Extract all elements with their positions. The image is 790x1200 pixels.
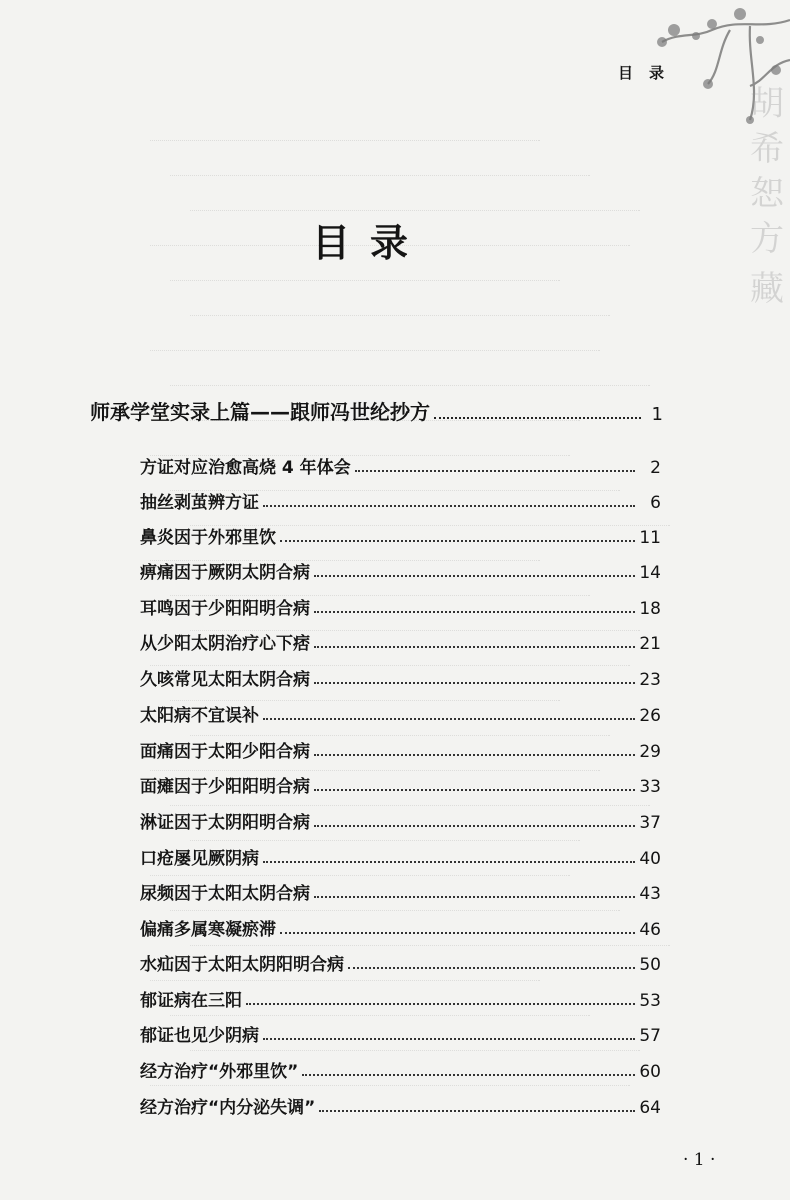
dot-leader bbox=[355, 470, 635, 472]
toc-entry[interactable] bbox=[140, 772, 661, 797]
dot-leader bbox=[280, 540, 635, 542]
toc-entry[interactable] bbox=[140, 629, 661, 654]
toc-entry[interactable] bbox=[140, 453, 661, 478]
ghost-line bbox=[150, 330, 600, 351]
dot-leader bbox=[314, 825, 635, 827]
toc-entry[interactable] bbox=[140, 1021, 661, 1046]
entry-label: 水疝因于太阳太阴阳明合病 bbox=[140, 955, 344, 975]
dot-leader bbox=[314, 682, 635, 684]
page-number: 57 bbox=[639, 1026, 661, 1046]
dot-leader bbox=[314, 789, 635, 791]
page-title: 目录 bbox=[311, 221, 428, 265]
ghost-line bbox=[190, 295, 610, 316]
ghost-line bbox=[190, 190, 640, 211]
svg-text:胡: 胡 bbox=[750, 84, 784, 124]
entry-label: 经方治疗“外邪里饮” bbox=[140, 1062, 299, 1082]
page-number: 6 bbox=[650, 493, 661, 513]
dot-leader bbox=[246, 1003, 635, 1005]
toc-entry[interactable] bbox=[140, 915, 661, 940]
toc-entry[interactable] bbox=[140, 558, 661, 583]
dot-leader bbox=[348, 967, 635, 969]
entry-label: 郁证病在三阳 bbox=[140, 991, 242, 1011]
entry-label: 面瘫因于少阳阳明合病 bbox=[140, 777, 310, 797]
entry-label: 郁证也见少阴病 bbox=[140, 1026, 259, 1046]
page-number: 60 bbox=[639, 1062, 661, 1082]
page-number: 23 bbox=[639, 670, 661, 690]
entry-label: 太阳病不宜误补 bbox=[140, 706, 259, 726]
ghost-line bbox=[150, 120, 540, 141]
toc-entry[interactable] bbox=[140, 594, 661, 619]
toc-entry[interactable] bbox=[140, 1057, 661, 1082]
dot-leader bbox=[319, 1110, 635, 1112]
entry-label: 面痛因于太阳少阳合病 bbox=[140, 742, 310, 762]
svg-text:恕: 恕 bbox=[750, 174, 784, 214]
toc-entry[interactable] bbox=[140, 701, 661, 726]
toc-entry[interactable] bbox=[140, 844, 661, 869]
dot-leader bbox=[263, 861, 635, 863]
entry-label: 经方治疗“内分泌失调” bbox=[140, 1098, 316, 1118]
toc-entry[interactable] bbox=[140, 986, 661, 1011]
page-number: 40 bbox=[639, 849, 661, 869]
page-number: 43 bbox=[639, 884, 661, 904]
page-number: 21 bbox=[639, 634, 661, 654]
dot-leader bbox=[314, 575, 635, 577]
svg-text:希: 希 bbox=[750, 129, 784, 169]
toc-entry[interactable] bbox=[140, 879, 661, 904]
dot-leader bbox=[434, 417, 641, 419]
dot-leader bbox=[263, 718, 635, 720]
dot-leader bbox=[302, 1074, 635, 1076]
page-number: 14 bbox=[639, 563, 661, 583]
toc-entry[interactable] bbox=[140, 950, 661, 975]
svg-text:藏: 藏 bbox=[750, 269, 784, 309]
page-number: 37 bbox=[639, 813, 661, 833]
page-number: 18 bbox=[639, 599, 661, 619]
entry-label: 从少阳太阴治疗心下痞 bbox=[140, 634, 310, 654]
toc-entry[interactable] bbox=[140, 488, 661, 513]
page-folio: · 1 · bbox=[683, 1150, 716, 1170]
page-number: 50 bbox=[639, 955, 661, 975]
dot-leader bbox=[280, 932, 635, 934]
page-number: 11 bbox=[639, 528, 661, 548]
page-number: 46 bbox=[639, 920, 661, 940]
dot-leader bbox=[314, 611, 635, 613]
dot-leader bbox=[314, 896, 635, 898]
page-number: 1 bbox=[651, 404, 663, 425]
ghost-line bbox=[170, 365, 650, 386]
dot-leader bbox=[314, 646, 635, 648]
entry-label: 耳鸣因于少阳阳明合病 bbox=[140, 599, 310, 619]
page-number: 26 bbox=[639, 706, 661, 726]
ghost-line bbox=[170, 155, 590, 176]
dot-leader bbox=[314, 754, 635, 756]
dot-leader bbox=[263, 1038, 635, 1040]
part-label: 师承学堂实录上篇——跟师冯世纶抄方 bbox=[90, 400, 430, 424]
toc-part-heading[interactable] bbox=[90, 396, 663, 425]
entry-label: 久咳常见太阳太阴合病 bbox=[140, 670, 310, 690]
page-number: 64 bbox=[639, 1098, 661, 1118]
entry-label: 抽丝剥茧辨方证 bbox=[140, 493, 259, 513]
entry-label: 鼻炎因于外邪里饮 bbox=[140, 528, 276, 548]
page-number: 33 bbox=[639, 777, 661, 797]
entry-label: 淋证因于太阴阳明合病 bbox=[140, 813, 310, 833]
toc-entry[interactable] bbox=[140, 1093, 661, 1118]
toc-entry[interactable] bbox=[140, 665, 661, 690]
page-number: 2 bbox=[650, 458, 661, 478]
entry-label: 痹痛因于厥阴太阴合病 bbox=[140, 563, 310, 583]
plum-blossom-decoration bbox=[600, 0, 790, 340]
entry-label: 方证对应治愈高烧 4 年体会 bbox=[140, 458, 351, 478]
running-head: 目录 bbox=[618, 64, 681, 82]
entry-label: 偏痛多属寒凝瘀滞 bbox=[140, 920, 276, 940]
toc-entry[interactable] bbox=[140, 737, 661, 762]
toc-entry[interactable] bbox=[140, 808, 661, 833]
entry-label: 尿频因于太阳太阴合病 bbox=[140, 884, 310, 904]
dot-leader bbox=[263, 505, 635, 507]
svg-text:方: 方 bbox=[750, 219, 784, 259]
entry-label: 口疮屡见厥阴病 bbox=[140, 849, 259, 869]
page-number: 53 bbox=[639, 991, 661, 1011]
toc-entry[interactable] bbox=[140, 523, 661, 548]
page-number: 29 bbox=[639, 742, 661, 762]
